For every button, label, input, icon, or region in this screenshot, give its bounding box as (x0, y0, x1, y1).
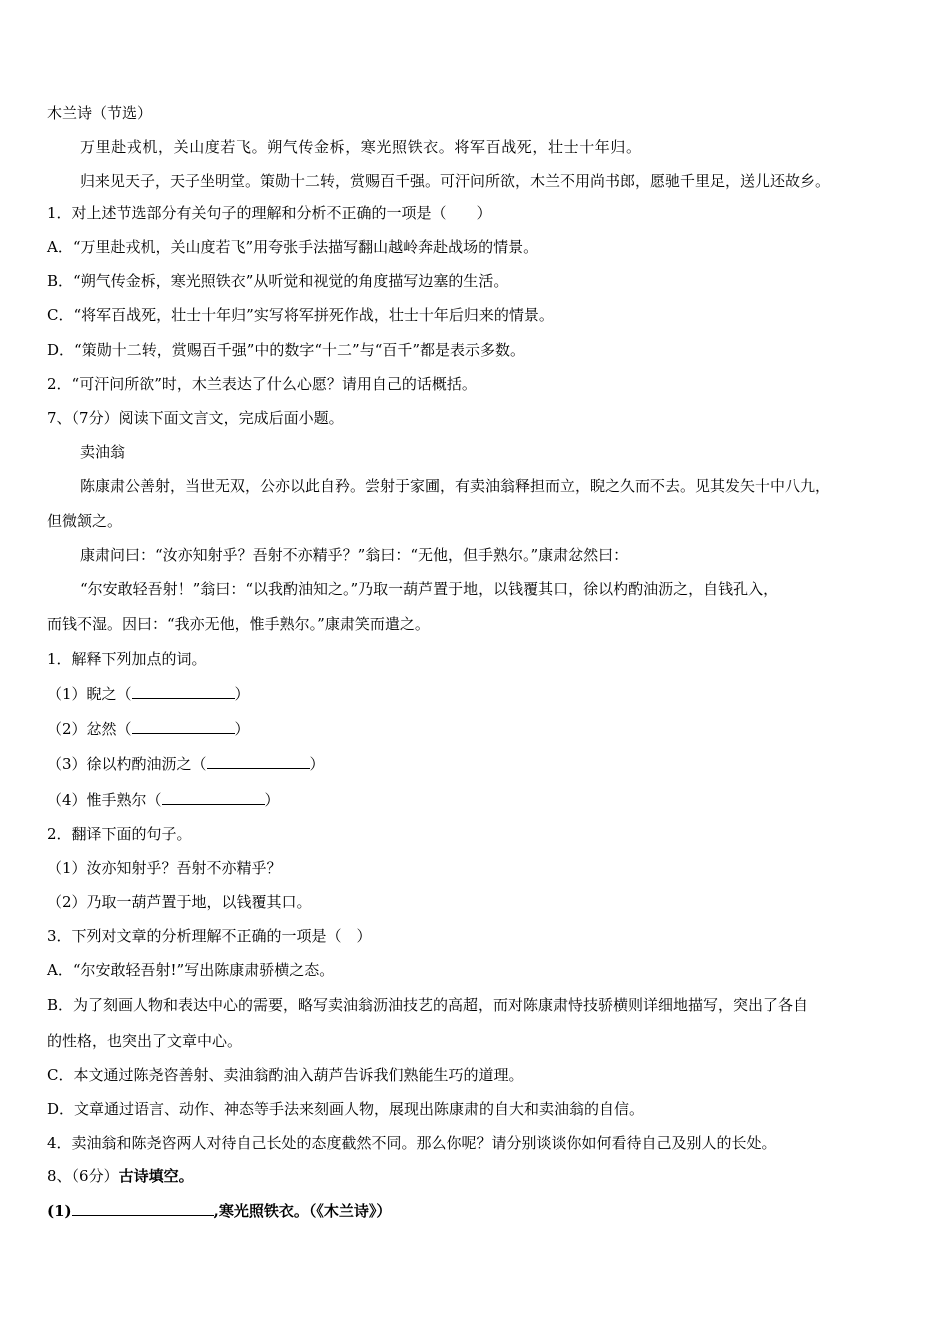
translate-sentence-1: （1）汝亦知射乎？吾射不亦精乎？ (47, 859, 282, 877)
word-item-1 (47, 683, 250, 704)
q7-sub1: 1．解释下列加点的词。 (47, 650, 207, 668)
q7-option-b-line2: 的性格，也突出了文章中心。 (47, 1032, 243, 1050)
translate-sentence-2: （2）乃取一葫芦置于地，以钱覆其口。 (47, 893, 312, 911)
word-item-label: （3）徐以杓酌油沥之（ (47, 755, 207, 773)
q7-sub2: 2．翻译下面的句子。 (47, 825, 192, 843)
poem-line-2: 归来见天子，天子坐明堂。策勋十二转，赏赐百千强。可汗问所欲，木兰不用尚书郎，愿驰千里足，送儿还故乡。 (80, 172, 831, 190)
q7-para1-line1: 陈康肃公善射，当世无双，公亦以此自矜。尝射于家圃，有卖油翁释担而立，睨之久而不去。见其发矢十中八九， (80, 477, 831, 495)
q8-prefix: 8、（6分） (47, 1167, 119, 1185)
q7-option-d: D．文章通过语言、动作、神态等手法来刻画人物，展现出陈康肃的自大和卖油翁的自信。 (47, 1100, 645, 1118)
word-item-close: ） (234, 685, 250, 703)
q8-item-1-label: (1) (47, 1202, 72, 1220)
q8-item-1-rest: ,寒光照铁衣。（《木兰诗》） (213, 1202, 392, 1220)
q6-sub1-stem: 1．对上述节选部分有关句子的理解和分析不正确的一项是（ ） (47, 204, 492, 222)
q7-para3-line1: “尔安敢轻吾射！”翁曰：“以我酌油知之。”乃取一葫芦置于地，以钱覆其口，徐以杓酌油沥之，自钱孔入， (80, 580, 779, 598)
word-item-4 (47, 789, 280, 810)
q6-sub2: 2．“可汗问所欲”时，木兰表达了什么心愿？请用自己的话概括。 (47, 375, 477, 393)
word-item-close: ） (264, 791, 280, 809)
answer-blank[interactable] (72, 1200, 214, 1216)
word-item-label: （1）睨之（ (47, 685, 132, 703)
word-item-3 (47, 753, 325, 774)
q7-sub4: 4．卖油翁和陈尧咨两人对待自己长处的态度截然不同。那么你呢？请分别谈谈你如何看待自己及别人的长处。 (47, 1134, 777, 1152)
q6-option-b: B．“朔气传金柝，寒光照铁衣”从听觉和视觉的角度描写边塞的生活。 (47, 272, 509, 290)
answer-blank[interactable] (162, 789, 265, 805)
answer-blank[interactable] (132, 683, 235, 699)
word-item-label: （4）惟手熟尔（ (47, 791, 162, 809)
q7-para2: 康肃问曰：“汝亦知射乎？吾射不亦精乎？”翁曰：“无他，但手熟尔。”康肃忿然曰： (80, 546, 629, 564)
q8-title: 古诗填空。 (118, 1167, 194, 1185)
q7-passage-title: 卖油翁 (80, 443, 126, 461)
q6-option-d: D．“策勋十二转，赏赐百千强”中的数字“十二”与“百千”都是表示多数。 (47, 341, 526, 359)
q8-item-1 (47, 1200, 391, 1221)
answer-blank[interactable] (207, 753, 310, 769)
word-item-close: ） (309, 755, 325, 773)
poem-title: 木兰诗（节选） (47, 104, 153, 122)
q7-header: 7、（7分）阅读下面文言文，完成后面小题。 (47, 409, 344, 427)
q7-para3-line2: 而钱不湿。因曰：“我亦无他，惟手熟尔。”康肃笑而遣之。 (47, 615, 430, 633)
poem-line-1: 万里赴戎机，关山度若飞。朔气传金柝，寒光照铁衣。将军百战死，壮士十年归。 (80, 138, 642, 156)
q7-option-c: C．本文通过陈尧咨善射、卖油翁酌油入葫芦告诉我们熟能生巧的道理。 (47, 1066, 524, 1084)
q7-sub3: 3．下列对文章的分析理解不正确的一项是（ ） (47, 927, 372, 945)
word-item-2 (47, 718, 250, 739)
q7-para1-line2: 但微颔之。 (47, 512, 123, 530)
q7-option-a: A．“尔安敢轻吾射!”写出陈康肃骄横之态。 (47, 961, 335, 979)
q6-option-a: A．“万里赴戎机，关山度若飞”用夸张手法描写翻山越岭奔赴战场的情景。 (47, 238, 539, 256)
word-item-label: （2）忿然（ (47, 720, 132, 738)
word-item-close: ） (234, 720, 250, 738)
q6-option-c: C．“将军百战死，壮士十年归”实写将军拼死作战，壮士十年后归来的情景。 (47, 306, 554, 324)
q8-header (47, 1166, 194, 1186)
q7-option-b-line1: B．为了刻画人物和表达中心的需要，略写卖油翁沥油技艺的高超，而对陈康肃恃技骄横则详细地描写，突出了各自 (47, 996, 809, 1014)
answer-blank[interactable] (132, 718, 235, 734)
